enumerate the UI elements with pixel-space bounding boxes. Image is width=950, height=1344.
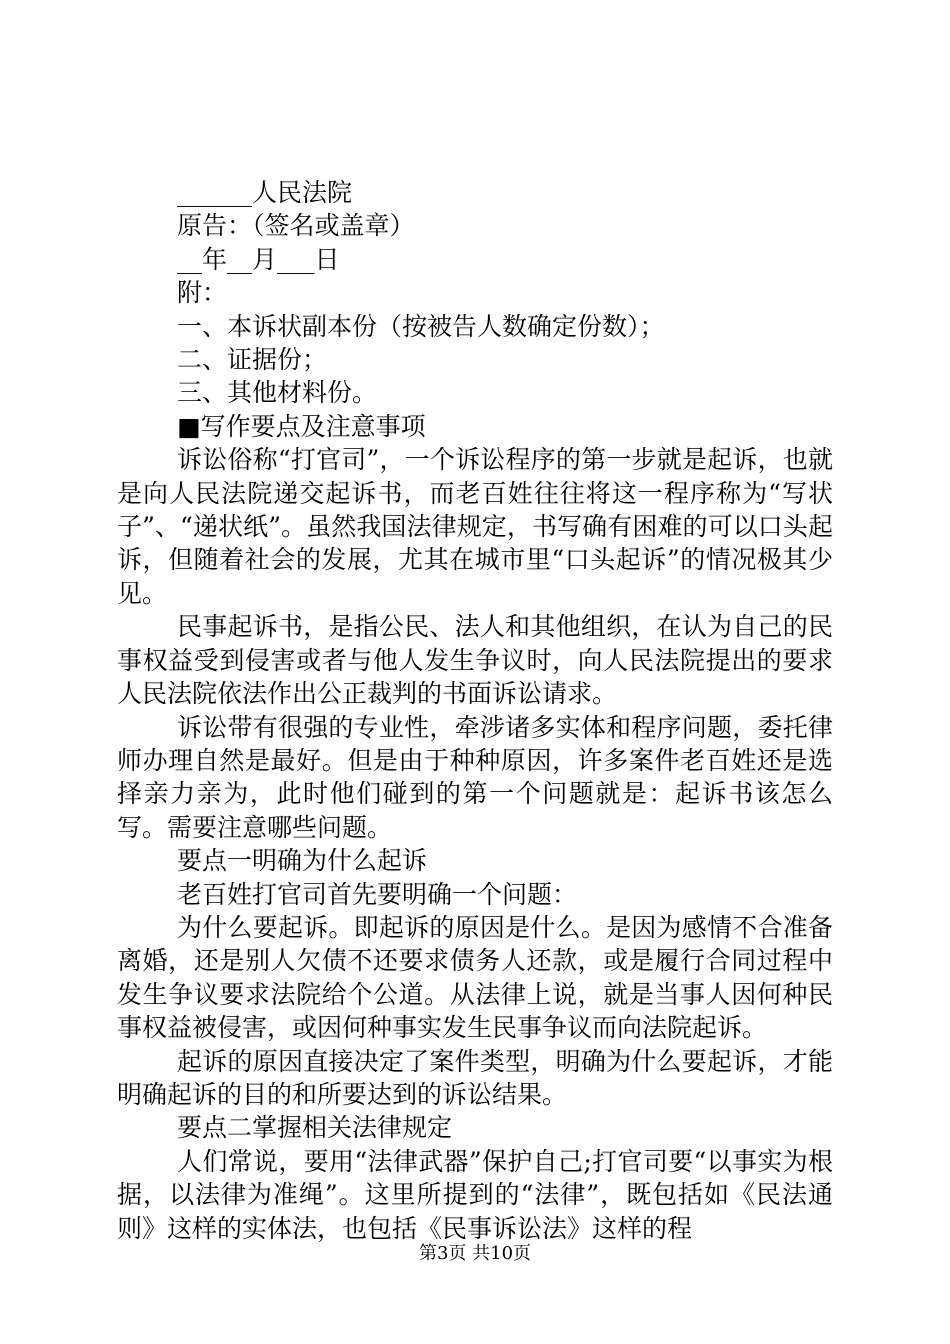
paragraph-professional: 诉讼带有很强的专业性，牵涉诸多实体和程序问题，委托律师办理自然是最好。但是由于种种原因，许多案件老百姓还是选择亲力亲为，此时他们碰到的第一个问题就是：起诉书该怎么写。需要注意哪些问题。: [117, 712, 833, 842]
attachment-item-1: 一、本诉状副本份（按被告人数确定份数）；: [177, 311, 665, 341]
paragraph-why-sue: 为什么要起诉。即起诉的原因是什么。是因为感情不合准备离婚，还是别人欠债不还要求债务人还款，或是履行合同过程中发生争议要求法院给个公道。从法律上说，就是当事人因何种民事权益被侵害，或因何种事实发生民事争议而向法院起诉。: [117, 912, 833, 1043]
point-one-heading: 要点一明确为什么起诉: [177, 846, 428, 876]
section-heading-writing-tips: ■写作要点及注意事项: [177, 411, 426, 441]
page-number-footer: 第3页 共10页: [418, 1243, 532, 1264]
paragraph-case-type: 起诉的原因直接决定了案件类型，明确为什么要起诉，才能明确起诉的目的和所要达到的诉讼结果。: [117, 1046, 833, 1109]
attachment-item-3: 三、其他材料份。: [177, 378, 378, 408]
document-body: [117, 176, 833, 1245]
attachments-heading: 附：: [177, 278, 228, 308]
plaintiff-signature-line: 原告：（签名或盖章）: [177, 211, 415, 241]
attachment-item-2: 二、证据份；: [177, 345, 328, 375]
paragraph-definition: 民事起诉书，是指公民、法人和其他组织，在认为自己的民事权益受到侵害或者与他人发生争议时，向人民法院提出的要求人民法院依法作出公正裁判的书面诉讼请求。: [117, 612, 833, 709]
date-line: __年__月___日: [177, 244, 340, 274]
point-two-heading: 要点二掌握相关法律规定: [177, 1113, 453, 1143]
paragraph-intro: 诉讼俗称“打官司”，一个诉讼程序的第一步就是起诉，也就是向人民法院递交起诉书，而老百姓往往将这一程序称为“写状子”、“递状纸”。虽然我国法律规定，书写确有困难的可以口头起诉，但随着社会的发展，尤其在城市里“口头起诉”的情况极其少见。: [117, 445, 833, 608]
court-name-line: ______人民法院: [177, 178, 353, 207]
paragraph-legal-basis: 人们常说，要用“法律武器”保护自己;打官司要“以事实为根据，以法律为准绳”。这里所提到的“法律”，既包括如《民法通则》这样的实体法，也包括《民事诉讼法》这样的程: [117, 1146, 833, 1243]
paragraph-question: 老百姓打官司首先要明确一个问题：: [177, 879, 578, 909]
